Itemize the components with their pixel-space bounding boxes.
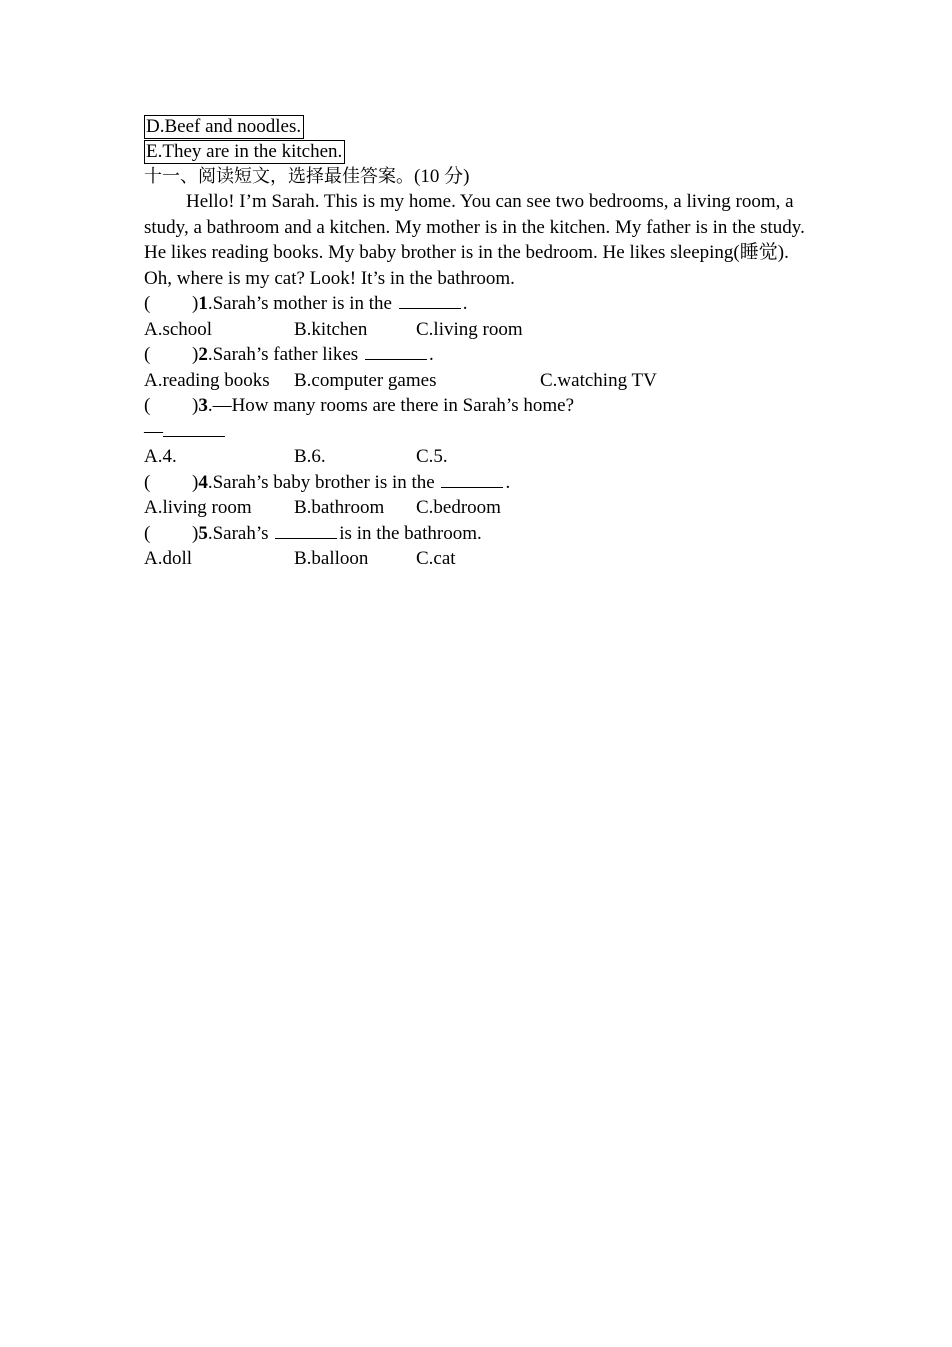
- option-c: C.bedroom: [416, 497, 501, 518]
- question-2-options: [144, 368, 824, 394]
- question-number: 4: [198, 471, 208, 493]
- option-b: B.balloon: [294, 548, 369, 569]
- answer-bracket: (: [144, 293, 151, 314]
- question-2: [144, 342, 824, 368]
- question-text: .Sarah’s: [207, 522, 269, 544]
- question-4-options: [144, 495, 824, 521]
- boxed-option-d-row: [144, 114, 824, 139]
- question-number: 3: [198, 395, 208, 416]
- option-a: A.doll: [144, 548, 193, 569]
- option-c: C.watching TV: [540, 369, 657, 391]
- question-end: is in the bathroom.: [339, 522, 482, 544]
- answer-blank: [441, 470, 503, 488]
- question-5-options: [144, 546, 824, 572]
- question-text: .Sarah’s baby brother is in the: [207, 471, 435, 493]
- question-5: [144, 521, 824, 547]
- answer-blank: [275, 521, 337, 539]
- option-a: A.4.: [144, 446, 177, 467]
- question-number: 5: [198, 522, 208, 544]
- question-3-options: [144, 444, 824, 470]
- answer-bracket-close: ): [192, 344, 199, 365]
- question-end: .: [462, 293, 468, 314]
- question-end: .: [428, 344, 434, 365]
- answer-bracket-close: ): [192, 471, 199, 493]
- option-a: A.living room: [144, 497, 252, 518]
- worksheet-page: [144, 114, 824, 572]
- question-text: .Sarah’s father likes: [207, 344, 359, 365]
- section-title: 十一、阅读短文，选择最佳答案。: [144, 166, 414, 187]
- answer-bracket: (: [144, 471, 151, 493]
- reading-passage: Hello! I’m Sarah. This is my home. You can see two bedrooms, a living room, a study, a bathroom and a kitchen. My mother is in the kitchen. My father is in the study. He likes reading books. My baby brother is in the bedroom. He likes sleeping(睡觉). Oh, where is my cat? Look! It’s in the bathroom.: [144, 191, 805, 289]
- question-number: 1: [198, 293, 208, 314]
- question-4: [144, 470, 824, 496]
- answer-bracket-close: ): [192, 293, 199, 314]
- option-c: C.5.: [416, 446, 448, 467]
- boxed-option-e-row: [144, 139, 824, 164]
- option-a: A.school: [144, 318, 213, 340]
- answer-bracket: (: [144, 344, 151, 365]
- option-b: B.computer games: [294, 369, 437, 391]
- answer-bracket: (: [144, 395, 151, 416]
- boxed-option-e: E.They are in the kitchen.: [144, 140, 345, 164]
- question-3: [144, 393, 824, 419]
- boxed-option-d: D.Beef and noodles.: [144, 115, 304, 139]
- answer-bracket: (: [144, 522, 151, 544]
- question-text: .Sarah’s mother is in the: [207, 293, 392, 314]
- question-3-answer-line: [144, 419, 824, 445]
- option-c: C.living room: [416, 318, 523, 340]
- option-b: B.bathroom: [294, 497, 385, 518]
- answer-blank: [163, 419, 225, 437]
- question-text: .—How many rooms are there in Sarah’s home?: [207, 395, 575, 416]
- answer-dash: —: [144, 420, 163, 442]
- question-1-options: [144, 317, 824, 343]
- question-end: .: [505, 471, 511, 493]
- answer-bracket-close: ): [192, 522, 199, 544]
- question-1: [144, 291, 824, 317]
- answer-blank: [365, 342, 427, 360]
- section-heading: [144, 164, 824, 189]
- answer-blank: [399, 291, 461, 309]
- option-b: B.kitchen: [294, 318, 368, 340]
- question-number: 2: [198, 344, 208, 365]
- section-score: (10 分): [414, 166, 470, 187]
- option-b: B.6.: [294, 446, 326, 467]
- option-a: A.reading books: [144, 369, 270, 391]
- answer-bracket-close: ): [192, 395, 199, 416]
- option-c: C.cat: [416, 548, 456, 569]
